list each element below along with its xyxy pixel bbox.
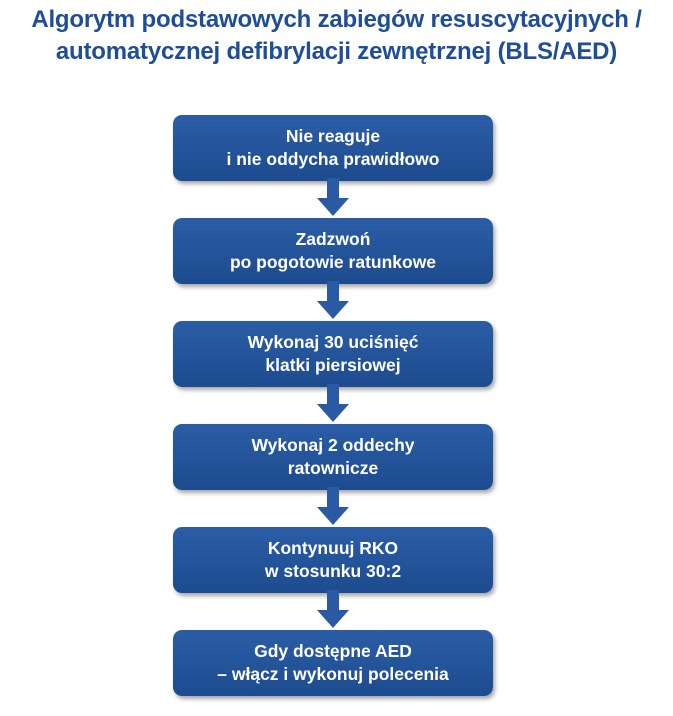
step-chest-compressions xyxy=(173,321,493,387)
step-call-ambulance xyxy=(173,218,493,284)
title-line-2: automatycznej defibrylacji zewnętrznej (BLS/AED) xyxy=(55,38,618,65)
step-unresponsive xyxy=(173,115,493,181)
step-line: w stosunku 30:2 xyxy=(264,561,402,581)
step-line: Nie reaguje xyxy=(285,126,381,146)
step-continue-cpr xyxy=(173,527,493,593)
step-line: Zadzwoń xyxy=(295,229,371,249)
step-line: Gdy dostępne AED xyxy=(254,641,412,661)
step-rescue-breaths xyxy=(173,424,493,490)
down-arrow-icon xyxy=(317,384,349,422)
step-line: i nie oddycha prawidłowo xyxy=(226,149,440,169)
title-line-1: Algorytm podstawowych zabiegów resuscytacyjnych / xyxy=(31,6,642,33)
down-arrow-icon xyxy=(317,281,349,319)
step-line: Wykonaj 30 uciśnięć xyxy=(247,332,419,352)
step-line: – włącz i wykonuj polecenia xyxy=(217,664,449,684)
down-arrow-icon xyxy=(317,487,349,525)
step-line: ratownicze xyxy=(287,458,379,478)
down-arrow-icon xyxy=(317,178,349,216)
step-line: Wykonaj 2 oddechy xyxy=(251,435,415,455)
step-line: klatki piersiowej xyxy=(265,355,401,375)
down-arrow-icon xyxy=(317,590,349,628)
step-line: po pogotowie ratunkowe xyxy=(229,252,437,272)
step-line: Kontynuuj RKO xyxy=(267,538,399,558)
step-use-aed xyxy=(173,630,493,696)
